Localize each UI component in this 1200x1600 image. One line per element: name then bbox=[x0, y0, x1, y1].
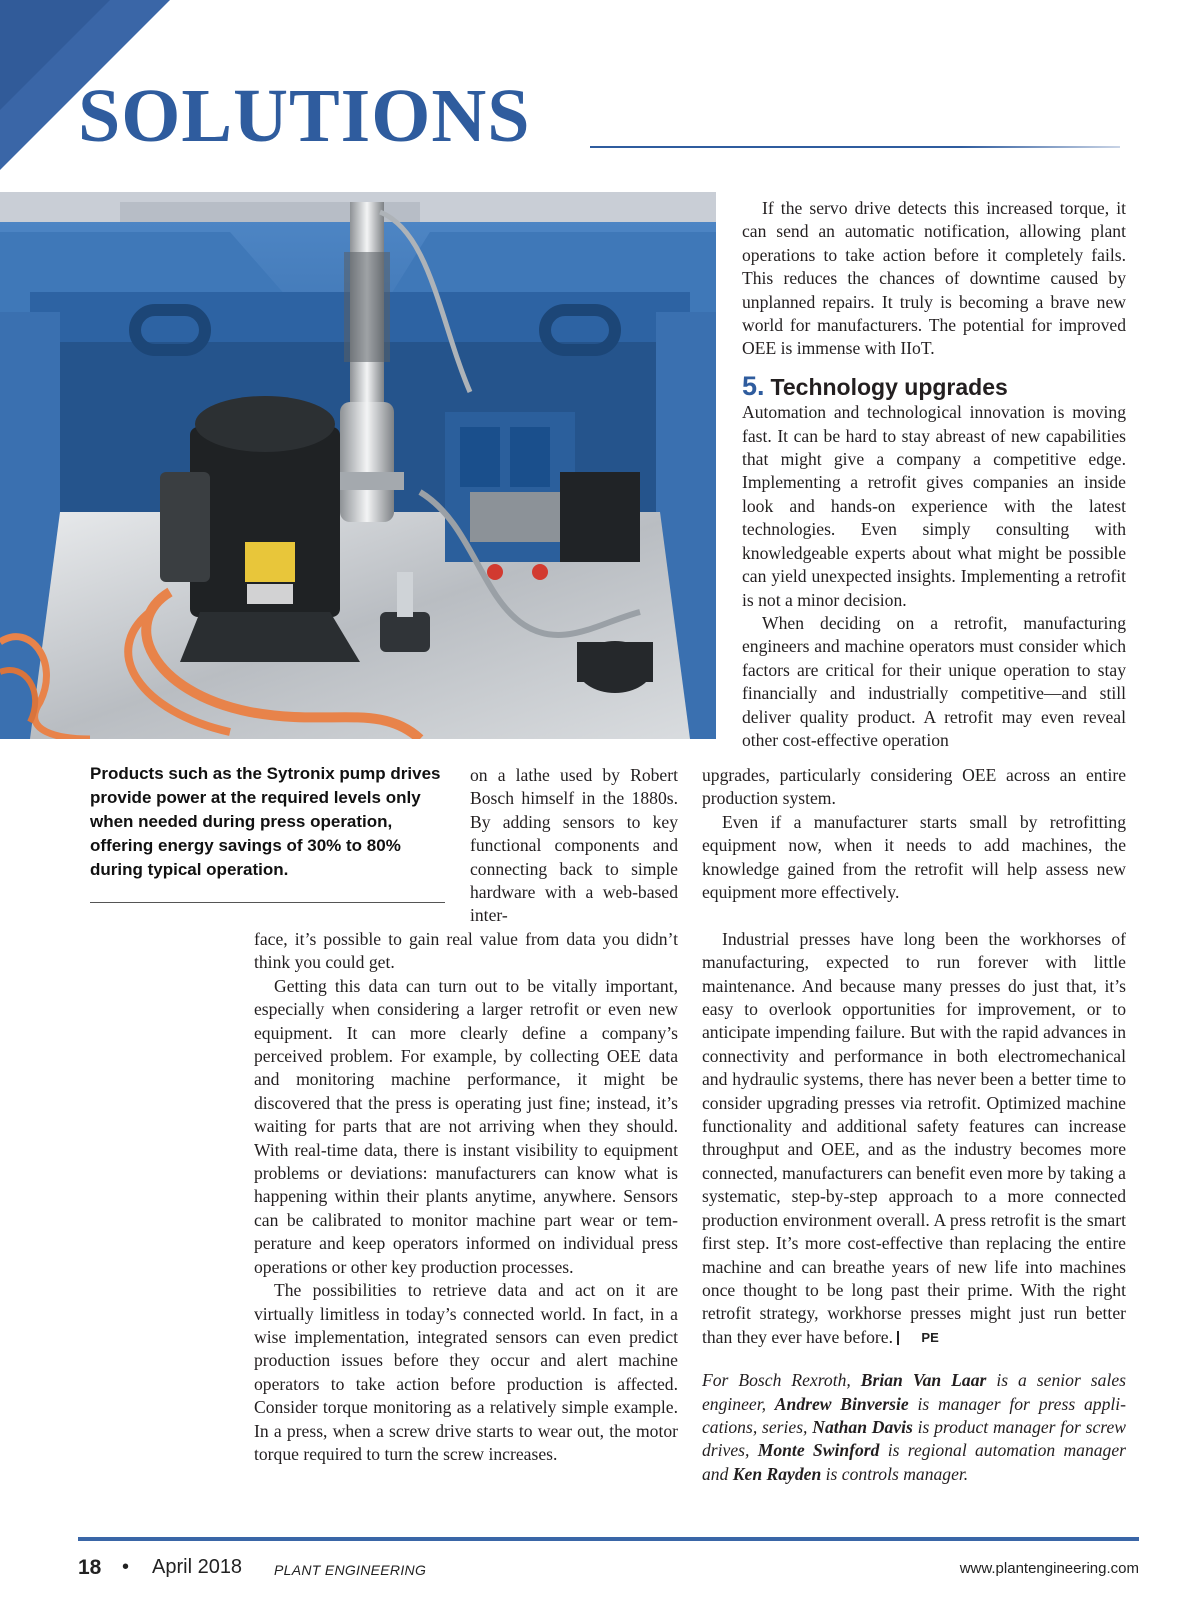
magazine-name: PLANT ENGINEERING bbox=[274, 1562, 427, 1578]
author-name: Ken Rayden bbox=[732, 1463, 822, 1484]
caption-rule bbox=[90, 902, 445, 903]
product-photo bbox=[0, 192, 716, 739]
author-name: Brian Van Laar bbox=[860, 1370, 987, 1391]
column2-paragraph-1: If the servo drive detects this increased torque, it can send an automatic notification, allowing plant operations to take action before it completely fails. This reduces the chances of downtime caused by unplanned repairs. It truly is becoming a brave new world for manufacturers. The potential for improved OEE is immense with IIoT. bbox=[742, 198, 1126, 359]
footer-rule bbox=[78, 1537, 1139, 1541]
section-heading-number: 5. bbox=[742, 370, 765, 401]
column2-paragraph-4: Even if a manufacturer starts small by retrofitting equipment now, when it needs to add machines, the knowledge gained from the retrofit will help assess new equipment more effectively. bbox=[702, 811, 1126, 903]
bio-text: is manager for press applications, series, bbox=[702, 1393, 1126, 1437]
bio-text: is regional automation manager and bbox=[702, 1440, 1127, 1484]
pe-endmark-icon: PE bbox=[897, 1331, 938, 1345]
page-footer bbox=[78, 1556, 1139, 1586]
column1-narrow bbox=[470, 764, 678, 928]
column2-lower bbox=[702, 764, 1126, 1486]
author-name: Nathan Davis bbox=[812, 1416, 913, 1437]
section-heading bbox=[742, 370, 1126, 401]
page-number: 18 bbox=[78, 1556, 102, 1579]
column1-narrow-text: on a lathe used by Robert Bosch himself in the 1880s. By adding sensors to key functional components and connecting back to simple hardware with a web-based inter- bbox=[470, 765, 678, 926]
website-url[interactable]: www.plantengineering.com bbox=[959, 1560, 1139, 1577]
bio-text: For Bosch Rexroth, bbox=[702, 1370, 861, 1391]
bio-text: is controls manager. bbox=[821, 1463, 969, 1484]
pump-drive-photo-illustration bbox=[0, 192, 716, 739]
bio-text: is product manager for screw drives, bbox=[702, 1416, 1127, 1461]
author-name: Andrew Binversie bbox=[774, 1393, 909, 1414]
author-bio bbox=[702, 1369, 1126, 1486]
footer-bullet: • bbox=[122, 1556, 130, 1578]
column1-paragraph-2: Getting this data can turn out to be vitally important, especially when considering a larger retrofit or even new equipment. It can more clearly define a company’s perceived problem. For example, by collecting OEE data and monitoring machine performance, it might be discovered that the press is operating just fine; instead, it’s waiting for parts that are not arriving when they should. With real-time data, there is instant visibility to equipment problems or deviations: manufacturers can know what is happening within their plants anytime, anywhere. Sensors can be calibrated to monitor machine part wear or temperature and keep operators informed on individual press operations or other key production processes. bbox=[254, 975, 678, 1277]
column2-paragraph-3a: When deciding on a retrofit, manufacturing engineers and machine operators must consider which factors are critical for their unique operation to stay financially and industrially competitive—and still deliver quality product. A retrofit may even reveal other cost-effective operation bbox=[742, 612, 1126, 750]
photo-caption: Products such as the Sytronix pump drives provide power at the required levels only when needed during press operation, offering energy savings of 30% to 80% during typical operation. bbox=[90, 764, 441, 879]
bio-text: is a senior sales engineer, bbox=[702, 1370, 1126, 1414]
title-rule bbox=[590, 146, 1120, 148]
column2-paragraph-2: Automation and technological innovation is moving fast. It can be hard to stay abreast of new capabilities that might give a company a competitive edge. Implementing a retrofit gives companies an inside look and hands-on experience with the latest technologies. Even simply consulting with knowledgeable experts about what might be possible can yield unexpected insights. Implementing a retrofit is not a minor decision. bbox=[742, 402, 1126, 610]
column2-upper bbox=[742, 197, 1126, 752]
column1-paragraph-3: The possibilities to retrieve data and act on it are virtually limitless in today’s connected world. In fact, in a wise implementation, integrated sensors can even predict production issues before they occur and alert machine operators to take action before production is affected. Consider torque monitoring as a relatively simple example. In a press, when a screw drive starts to wear out, the motor torque required to turn the screw increases. bbox=[254, 1280, 678, 1464]
column1-body bbox=[254, 928, 678, 1466]
section-title: SOLUTIONS bbox=[78, 74, 531, 158]
column2-paragraph-5 bbox=[702, 928, 1126, 1349]
section-heading-text: Technology upgrades bbox=[770, 373, 1008, 400]
issue-date: April 2018 bbox=[152, 1556, 243, 1578]
author-name: Monte Swinford bbox=[757, 1440, 880, 1461]
column2-paragraph-3b: upgrades, particularly considering OEE across an entire production system. bbox=[702, 765, 1126, 809]
column2-paragraph-5-text: Industrial presses have long been the workhorses of manufacturing, expected to run forever with little maintenance. And because many presses do just that, it’s easy to overlook opportunities for improvement, or to anticipate impending failure. But with the rapid advances in connectivity and performance in both electromechanical and hydraulic systems, there has never been a better time to consider upgrading presses via retrofit. Optimized machine functionality and additional safety features can increase throughput and OEE, and as the industry becomes more connected, manufacturers can benefit even more by taking a systematic, step-by-step approach to a more connected production environment overall. A press retrofit is the smart first step. It’s more cost-effective than replacing the entire machine and can breathe years of new life into machines once thought to be long past their prime. With the right retrofit strategy, workhorse presses might just run better than they ever have before. bbox=[702, 928, 1126, 1347]
paragraph-gap bbox=[702, 904, 1126, 927]
column1-paragraph-1: face, it’s possible to gain real value from data you didn’t think you could get. bbox=[254, 929, 678, 973]
